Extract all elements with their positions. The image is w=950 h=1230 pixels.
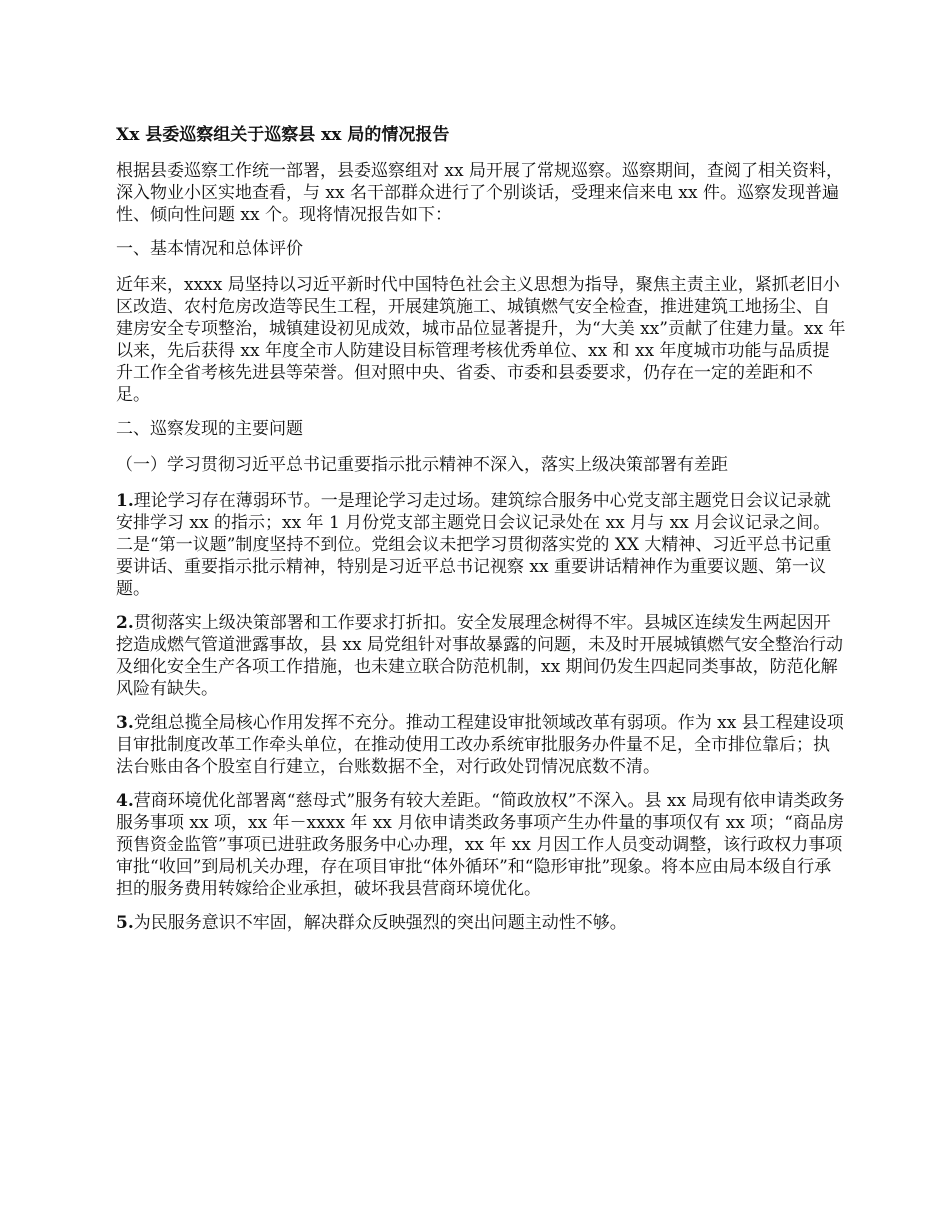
issue-number: 1. [116, 491, 134, 511]
issue-text: 理论学习存在薄弱环节。一是理论学习走过场。建筑综合服务中心党支部主题党日会议记录就安排学习 xx 的指示；xx 年 1 月份党支部主题党日会议记录处在 xx 月与 xx 月会议记录之间。二是“第一议题”制度坚持不到位。党组会议未把学习贯彻落实党的 XX 大精神、习近平总书记重要讲话、重要指示批示精神，特别是习近平总书记视察 xx 重要讲话精神作为重要议题、第一议题。 [116, 491, 832, 599]
issue-item-2 [116, 612, 846, 700]
subsection-1-heading: （一）学习贯彻习近平总书记重要指示批示精神不深入，落实上级决策部署有差距 [116, 455, 728, 475]
issue-text: 贯彻落实上级决策部署和工作要求打折扣。安全发展理念树得不牢。县城区连续发生两起因开挖造成燃气管道泄露事故，县 xx 局党组针对事故暴露的问题，未及时开展城镇燃气安全整治行动及细化安全生产各项工作措施，也未建立联合防范机制，xx 期间仍发生四起同类事故，防范化解风险有缺失。 [116, 613, 843, 699]
section-1-heading: 一、基本情况和总体评价 [116, 239, 303, 259]
document-title: Xx 县委巡察组关于巡察县 xx 局的情况报告 [116, 125, 450, 145]
issue-number: 3. [116, 713, 134, 733]
section-1-body: 近年来，xxxx 局坚持以习近平新时代中国特色社会主义思想为指导，聚焦主责主业，紧抓老旧小区改造、农村危房改造等民生工程，开展建筑施工、城镇燃气安全检查，推进建筑工地扬尘、自建房安全专项整治，城镇建设初见成效，城市品位显著提升，为“大美 xx”贡献了住建力量。xx 年以来，先后获得 xx 年度全市人防建设目标管理考核优秀单位、xx 和 xx 年度城市功能与品质提升工作全省考核先进县等荣誉。但对照中央、省委、市委和县委要求，仍存在一定的差距和不足。 [116, 275, 846, 405]
intro-paragraph: 根据县委巡察工作统一部署，县委巡察组对 xx 局开展了常规巡察。巡察期间，查阅了相关资料，深入物业小区实地查看，与 xx 名干部群众进行了个别谈话，受理来信来电 xx 件。巡察发现普遍性、倾向性问题 xx 个。现将情况报告如下： [116, 161, 843, 225]
issue-number: 4. [116, 791, 134, 811]
issue-number: 2. [116, 613, 134, 633]
issue-text: 为民服务意识不牢固，解决群众反映强烈的突出问题主动性不够。 [133, 913, 627, 933]
issue-item-3 [116, 712, 846, 778]
issue-item-5 [116, 912, 846, 934]
issue-text: 党组总揽全局核心作用发挥不充分。推动工程建设审批领域改革有弱项。作为 xx 县工程建设项目审批制度改革工作牵头单位，在推动使用工改办系统审批服务办件量不足，全市排位靠后；执法台账由各个股室自行建立，台账数据不全，对行政处罚情况底数不清。 [116, 713, 844, 777]
section-2-heading: 二、巡察发现的主要问题 [116, 419, 303, 439]
document-page [116, 124, 846, 946]
issue-number: 5. [116, 913, 134, 933]
issue-item-1 [116, 490, 846, 600]
issue-text: 营商环境优化部署离“慈母式”服务有较大差距。“简政放权”不深入。县 xx 局现有依申请类政务服务事项 xx 项，xx 年－xxxx 年 xx 月依申请类政务事项产生办件量的事项仅有 xx 项；“商品房预售资金监管”事项已进驻政务服务中心办理，xx 年 xx 月因工作人员变动调整，该行政权力事项审批“收回”到局机关办理，存在项目审批“体外循环”和“隐形审批”现象。将本应由局本级自行承担的服务费用转嫁给企业承担，破坏我县营商环境优化。 [116, 791, 845, 899]
issue-item-4 [116, 790, 846, 900]
